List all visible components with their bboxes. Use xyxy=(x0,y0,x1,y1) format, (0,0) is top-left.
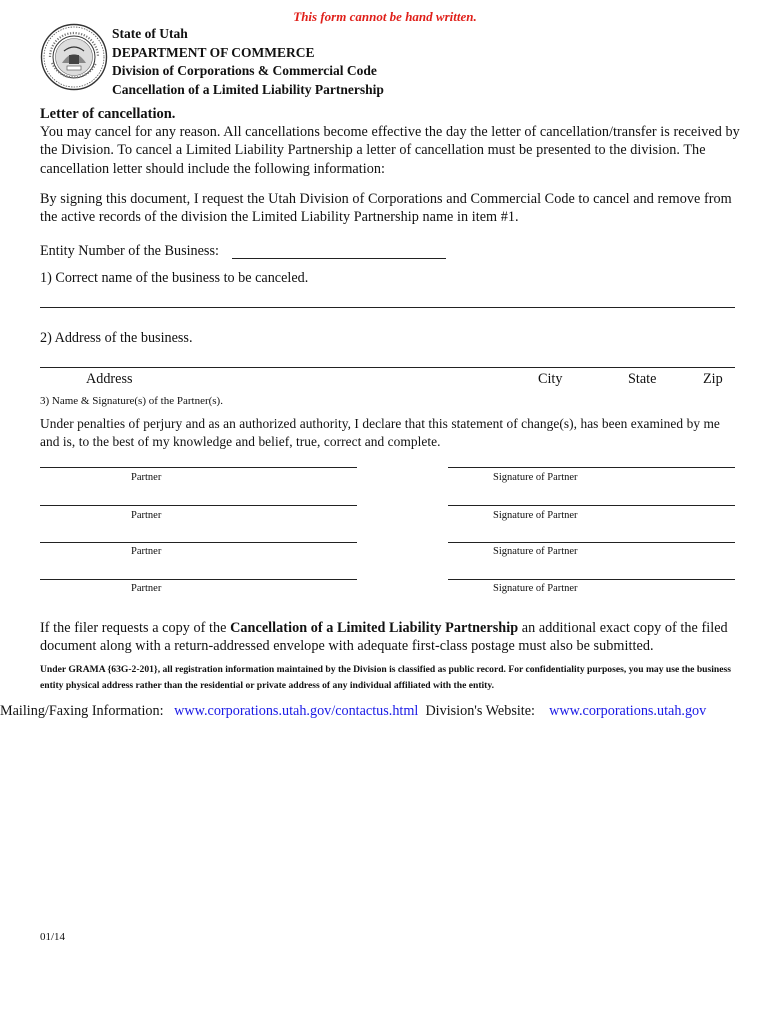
partner-signature-label: Signature of Partner xyxy=(493,583,578,594)
partner-signature-field[interactable] xyxy=(448,542,735,543)
division-name: Division of Corporations & Commercial Code xyxy=(112,63,377,78)
zip-caption: Zip xyxy=(703,371,723,387)
utah-state-seal xyxy=(40,23,108,91)
partner-signature-label: Signature of Partner xyxy=(493,472,578,483)
business-address-label: 2) Address of the business. xyxy=(40,330,193,346)
state-caption: State xyxy=(628,371,657,387)
entity-number-label: Entity Number of the Business: xyxy=(40,243,219,259)
partner-name-field[interactable] xyxy=(40,579,357,580)
partner-signature-label: Signature of Partner xyxy=(493,510,578,521)
state-name: State of Utah xyxy=(112,26,188,41)
mailing-label: Mailing/Faxing Information: xyxy=(0,703,164,719)
letter-intro: You may cancel for any reason. All cancellations become effective the day the letter of cancellation/transfer is received by the Division. To cancel a Limited Liability Partnership a letter of cancellation must be presented to the division. The cancellation letter should include the following information: xyxy=(40,124,740,177)
letter-title: Letter of cancellation. xyxy=(40,106,176,122)
form-header xyxy=(112,25,384,99)
partner-name-field[interactable] xyxy=(40,505,357,506)
partners-section-label: 3) Name & Signature(s) of the Partner(s). xyxy=(40,395,223,407)
business-address-field[interactable] xyxy=(40,367,735,368)
partner-name-field[interactable] xyxy=(40,542,357,543)
contact-link[interactable]: www.corporations.utah.gov/contactus.html xyxy=(174,703,419,719)
partner-name-label: Partner xyxy=(131,546,162,557)
copy-request-note xyxy=(40,619,740,656)
partner-signature-field[interactable] xyxy=(448,505,735,506)
partner-signature-label: Signature of Partner xyxy=(493,546,578,557)
perjury-statement: Under penalties of perjury and as an authorized authority, I declare that this statement of change(s), has been examined by me and is, to the best of my knowledge and belief, true, correct and complete. xyxy=(40,416,720,449)
city-caption: City xyxy=(538,371,563,387)
department-name: DEPARTMENT OF COMMERCE xyxy=(112,44,315,60)
revision-date: 01/14 xyxy=(40,931,66,943)
copy-note-suffix: an additional exact copy of the filed document along with a return-addressed envelope with adequate first-class postage must also be submitted. xyxy=(40,620,728,655)
copy-note-prefix: If the filer requests a copy of the xyxy=(40,620,231,636)
request-statement: By signing this document, I request the Utah Division of Corporations and Commercial Code to cancel and remove from the active records of the division the Limited Liability Partnership name in item #1. xyxy=(40,191,732,226)
business-name-label: 1) Correct name of the business to be canceled. xyxy=(40,270,309,286)
address-caption: Address xyxy=(86,371,133,387)
copy-note-form-name: Cancellation of a Limited Liability Partnership xyxy=(230,620,519,636)
grama-notice: Under GRAMA {63G-2-201}, all registration information maintained by the Division is classified as public record. For confidentiality purposes, you may use the business entity physical address rather than the residential or private address of any individual affiliated with the entity. xyxy=(40,664,731,691)
partner-signature-field[interactable] xyxy=(448,579,735,580)
partner-name-label: Partner xyxy=(131,583,162,594)
partner-name-field[interactable] xyxy=(40,467,357,468)
website-label: Division's Website: xyxy=(425,703,535,719)
partner-name-label: Partner xyxy=(131,510,162,521)
form-title: Cancellation of a Limited Liability Partnership xyxy=(112,81,384,97)
business-name-field[interactable] xyxy=(40,307,735,308)
mailing-info xyxy=(0,703,706,720)
website-link[interactable]: www.corporations.utah.gov xyxy=(549,703,707,719)
partner-name-label: Partner xyxy=(131,472,162,483)
handwritten-warning: This form cannot be hand written. xyxy=(293,9,477,24)
partner-signature-field[interactable] xyxy=(448,467,735,468)
entity-number-field[interactable] xyxy=(232,258,446,259)
